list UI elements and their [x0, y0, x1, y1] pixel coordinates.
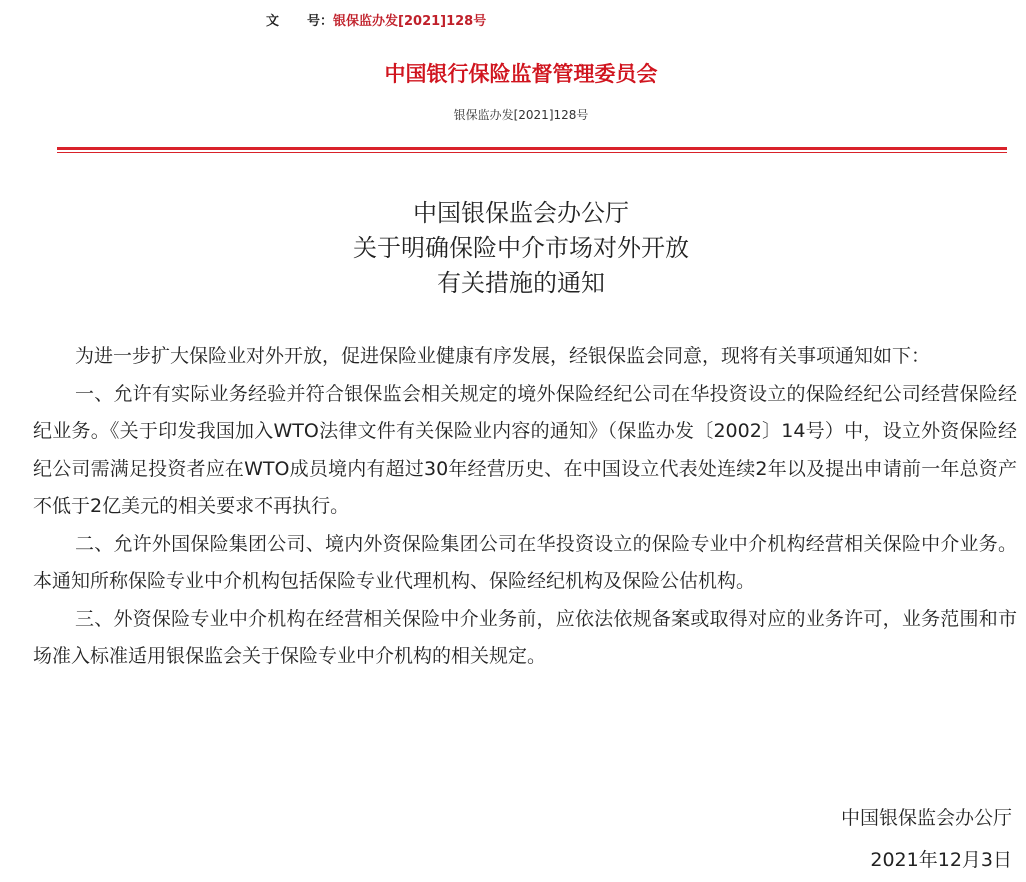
signature-block [841, 800, 1012, 879]
notice-body [33, 338, 1017, 676]
title-line-1: 中国银保监会办公厅 [413, 199, 629, 227]
item-3-paragraph: 三、外资保险专业中介机构在经营相关保险中介业务前，应依法依规备案或取得对应的业务许可，业务范围和市场准入标准适用银保监会关于保险专业中介机构的相关规定。 [33, 607, 1017, 667]
letterhead-red-rule-thin [57, 152, 1007, 153]
letterhead-doc-number: 银保监办发[2021]128号 [453, 108, 589, 122]
item-2-paragraph: 二、允许外国保险集团公司、境内外资保险集团公司在华投资设立的保险专业中介机构经营相关保险中介业务。本通知所称保险专业中介机构包括保险专业代理机构、保险经纪机构及保险公估机构。 [33, 532, 1017, 592]
signature-date: 2021年12月3日 [870, 849, 1012, 871]
title-line-3: 有关措施的通知 [437, 269, 605, 297]
letterhead-issuer: 中国银行保险监督管理委员会 [384, 62, 658, 86]
letterhead-red-rule [57, 147, 1007, 150]
document-number-line [266, 13, 486, 31]
signature-issuer: 中国银保监会办公厅 [840, 807, 1012, 829]
document-number-value: 银保监办发[2021]128号 [333, 14, 487, 29]
title-line-2: 关于明确保险中介市场对外开放 [353, 234, 689, 262]
document-number-label: 文 号： [266, 14, 334, 29]
notice-title [0, 196, 1026, 301]
item-1-paragraph: 一、允许有实际业务经验并符合银保监会相关规定的境外保险经纪公司在华投资设立的保险经纪公司经营保险经纪业务。《关于印发我国加入WTO法律文件有关保险业内容的通知》（保监办发〔2002〕14号）中，设立外资保险经纪公司需满足投资者应在WTO成员境内有超过30年经营历史、在中国设立代表处连续2年以及提出申请前一年总资产不低于2亿美元的相关要求不再执行。 [33, 382, 1017, 517]
intro-paragraph: 为进一步扩大保险业对外开放，促进保险业健康有序发展，经银保监会同意，现将有关事项通知如下： [75, 345, 931, 367]
